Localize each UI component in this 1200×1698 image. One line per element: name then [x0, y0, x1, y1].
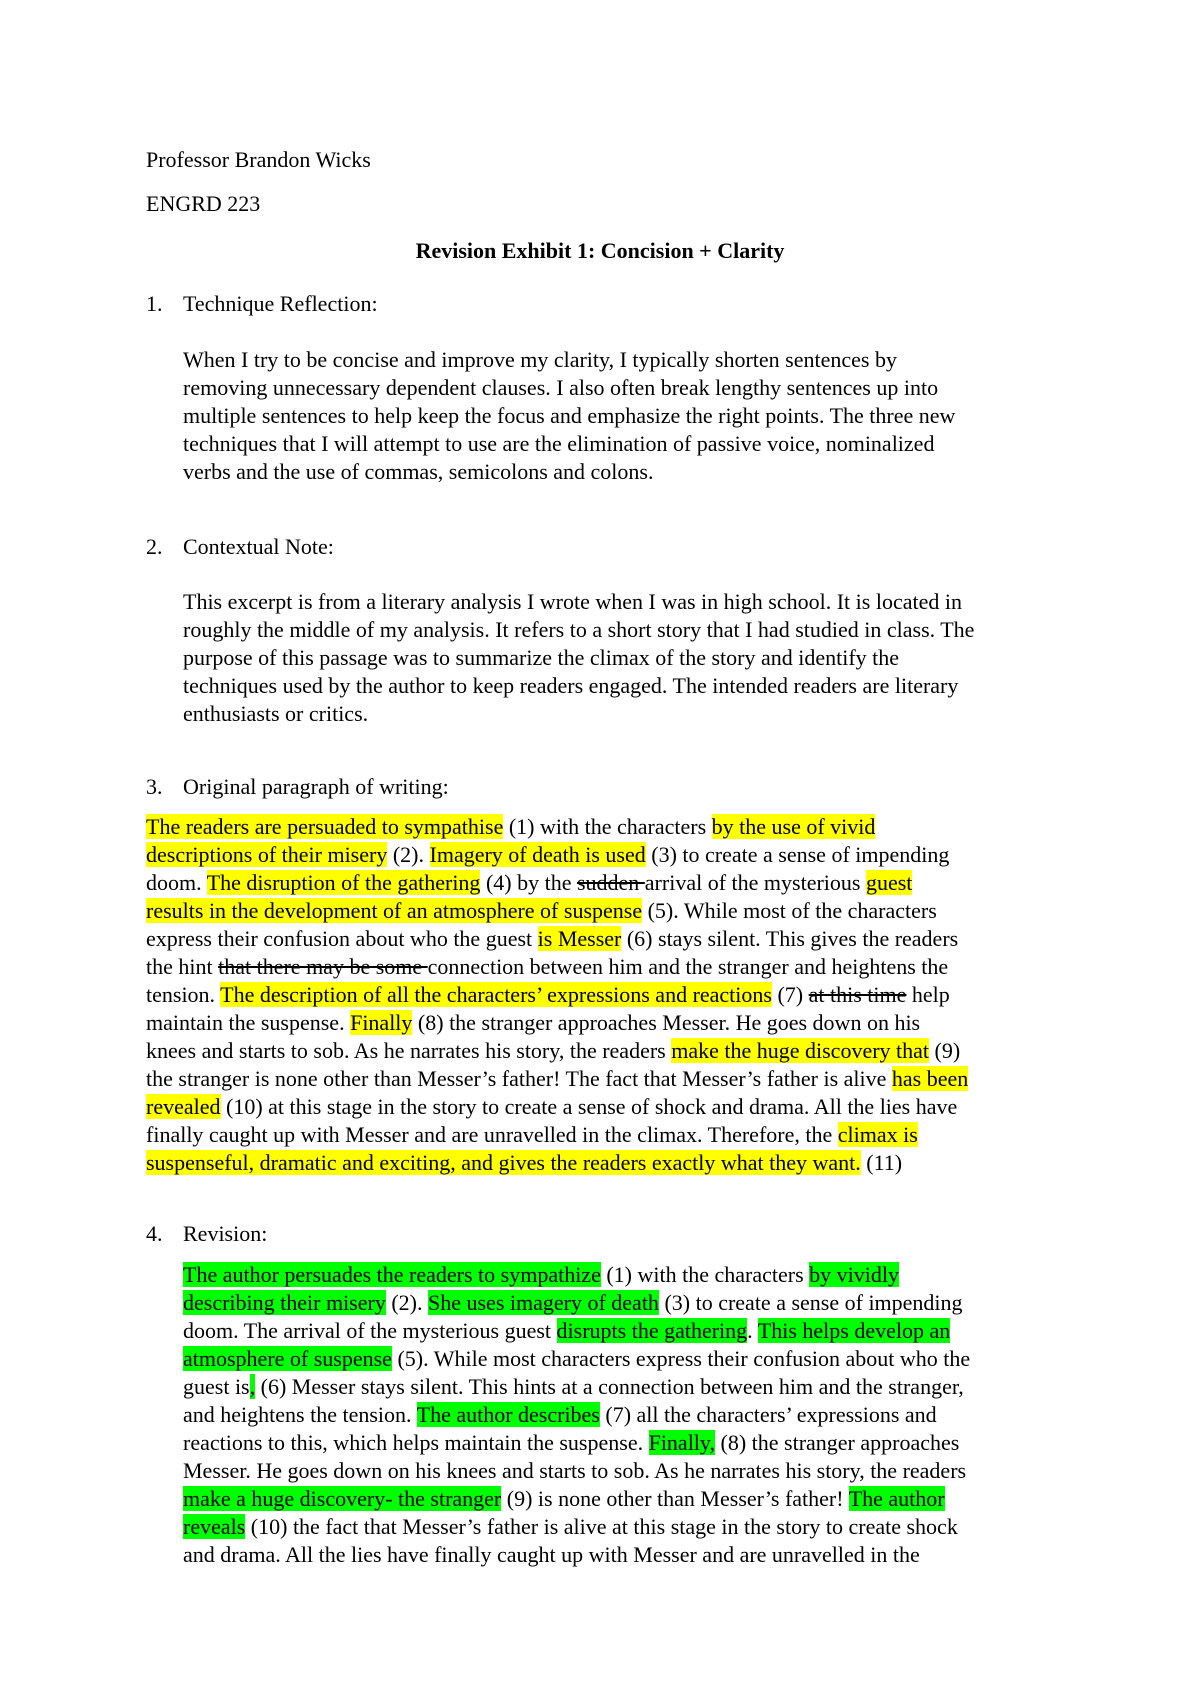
text-segment: the hint: [146, 954, 219, 979]
text-segment: (11): [860, 1150, 903, 1175]
text-line: enthusiasts or critics.: [183, 701, 369, 726]
highlighted-phrase: suspenseful, dramatic and exciting, and gives the readers exactly what they want.: [146, 1150, 861, 1175]
text-line: [146, 869, 968, 897]
highlighted-phrase: descriptions of their misery: [146, 842, 388, 867]
text-line: [146, 1009, 968, 1037]
struck-out-phrase: sudden: [576, 870, 645, 895]
highlighted-phrase: has been: [891, 1066, 969, 1091]
highlighted-phrase: by vividly: [809, 1262, 899, 1287]
section-heading-contextual-note: Contextual Note:: [183, 534, 334, 559]
text-segment: (6) Messer stays silent. This hints at a connection between him and the stranger,: [255, 1374, 964, 1399]
section-heading-technique-reflection: Technique Reflection:: [183, 291, 378, 316]
text-line: [183, 1457, 970, 1485]
highlighted-phrase: The disruption of the gathering: [206, 870, 481, 895]
highlighted-phrase: make the huge discovery that: [671, 1038, 930, 1063]
section-number: 4.: [146, 1221, 163, 1246]
text-line: [146, 1065, 968, 1093]
text-segment: doom. The arrival of the mysterious guest: [183, 1318, 557, 1343]
text-segment: (5). While most of the characters: [642, 898, 937, 923]
highlighted-phrase: The author describes: [416, 1402, 600, 1427]
revision-paragraph: [183, 1261, 970, 1569]
highlighted-phrase: Finally: [350, 1010, 413, 1035]
text-line: [146, 953, 968, 981]
text-segment: (9) is none other than Messer’s father!: [501, 1486, 849, 1511]
struck-out-phrase: that there may be some: [218, 954, 428, 979]
text-line: [183, 1541, 970, 1569]
course-code: ENGRD 223: [146, 191, 261, 216]
text-segment: (2).: [385, 1290, 428, 1315]
contextual-note-paragraph: [183, 588, 974, 728]
highlighted-phrase: by the use of vivid: [711, 814, 876, 839]
text-line: [183, 1261, 970, 1289]
text-line: [183, 1429, 970, 1457]
text-line: [146, 897, 968, 925]
text-segment: guest is: [183, 1374, 250, 1399]
text-line: [146, 981, 968, 1009]
text-segment: (1) with the characters: [600, 1262, 810, 1287]
section-number: 3.: [146, 774, 163, 799]
text-segment: (1) with the characters: [503, 814, 712, 839]
text-segment: (6) stays silent. This gives the readers: [621, 926, 959, 951]
text-line: verbs and the use of commas, semicolons and colons.: [183, 459, 654, 484]
text-line: [146, 813, 968, 841]
text-segment: (2).: [387, 842, 430, 867]
text-segment: help: [906, 982, 950, 1007]
text-line: [146, 841, 968, 869]
text-line: roughly the middle of my analysis. It refers to a short story that I had studied in class. The: [183, 617, 975, 642]
text-line: [183, 1289, 970, 1317]
original-paragraph: [146, 813, 968, 1177]
professor-name: Professor Brandon Wicks: [146, 147, 371, 172]
text-line: [146, 1093, 968, 1121]
highlighted-phrase: revealed: [146, 1094, 221, 1119]
text-segment: (8) the stranger approaches Messer. He goes down on his: [412, 1010, 921, 1035]
highlighted-phrase: atmosphere of suspense: [183, 1346, 392, 1371]
text-segment: and heightens the tension.: [183, 1402, 417, 1427]
text-line: techniques that I will attempt to use are the elimination of passive voice, nominalized: [183, 431, 935, 456]
text-segment: reactions to this, which helps maintain the suspense.: [183, 1430, 649, 1455]
text-segment: Messer. He goes down on his knees and starts to sob. As he narrates his story, the readers: [183, 1458, 967, 1483]
text-segment: (8) the stranger approaches: [715, 1430, 960, 1455]
highlighted-phrase: ,: [249, 1374, 256, 1399]
highlighted-phrase: is Messer: [537, 926, 622, 951]
text-segment: connection between him and the stranger and heightens the: [427, 954, 949, 979]
text-segment: maintain the suspense.: [146, 1010, 351, 1035]
section-heading-revision: Revision:: [183, 1221, 268, 1246]
text-line: This excerpt is from a literary analysis I wrote when I was in high school. It is located in: [183, 589, 962, 614]
struck-out-phrase: at this time: [808, 982, 907, 1007]
section-heading-original-paragraph: Original paragraph of writing:: [183, 774, 449, 799]
highlighted-phrase: Finally,: [648, 1430, 715, 1455]
text-line: [183, 1485, 970, 1513]
text-line: techniques used by the author to keep readers engaged. The intended readers are literary: [183, 673, 959, 698]
text-segment: (3) to create a sense of impending: [645, 842, 950, 867]
text-segment: finally caught up with Messer and are unravelled in the climax. Therefore, the: [146, 1122, 838, 1147]
text-line: [183, 1345, 970, 1373]
text-line: [183, 1513, 970, 1541]
text-segment: (4) by the: [480, 870, 577, 895]
highlighted-phrase: The readers are persuaded to sympathise: [146, 814, 504, 839]
text-segment: (5). While most characters express their confusion about who the: [391, 1346, 971, 1371]
highlighted-phrase: guest: [865, 870, 913, 895]
text-segment: (10) the fact that Messer’s father is alive at this stage in the story to create shock: [245, 1514, 958, 1539]
text-line: [146, 1121, 968, 1149]
text-line: [146, 1149, 968, 1177]
text-line: [183, 1317, 970, 1345]
text-line: [183, 1401, 970, 1429]
text-segment: the stranger is none other than Messer’s father! The fact that Messer’s father is alive: [146, 1066, 892, 1091]
text-segment: express their confusion about who the guest: [146, 926, 538, 951]
text-line: [146, 1037, 968, 1065]
text-line: removing unnecessary dependent clauses. I also often break lengthy sentences up into: [183, 375, 939, 400]
text-segment: doom.: [146, 870, 207, 895]
text-segment: tension.: [146, 982, 221, 1007]
highlighted-phrase: The author: [848, 1486, 945, 1511]
highlighted-phrase: She uses imagery of death: [428, 1290, 659, 1315]
highlighted-phrase: The description of all the characters’ expressions and reactions: [220, 982, 772, 1007]
text-line: [146, 925, 968, 953]
text-line: [183, 1373, 970, 1401]
text-segment: knees and starts to sob. As he narrates his story, the readers: [146, 1038, 672, 1063]
text-line: purpose of this passage was to summarize the climax of the story and identify the: [183, 645, 900, 670]
highlighted-phrase: disrupts the gathering: [556, 1318, 748, 1343]
text-segment: (10) at this stage in the story to create a sense of shock and drama. All the lies have: [220, 1094, 958, 1119]
text-segment: (7): [771, 982, 809, 1007]
section-number: 2.: [146, 534, 163, 559]
text-segment: (3) to create a sense of impending: [658, 1290, 963, 1315]
text-segment: arrival of the mysterious: [644, 870, 866, 895]
text-line: When I try to be concise and improve my clarity, I typically shorten sentences by: [183, 347, 897, 372]
highlighted-phrase: describing their misery: [183, 1290, 386, 1315]
highlighted-phrase: This helps develop an: [757, 1318, 951, 1343]
highlighted-phrase: The author persuades the readers to sympathize: [183, 1262, 601, 1287]
highlighted-phrase: Imagery of death is used: [429, 842, 646, 867]
highlighted-phrase: results in the development of an atmosphere of suspense: [146, 898, 643, 923]
highlighted-phrase: make a huge discovery- the stranger: [183, 1486, 502, 1511]
technique-reflection-paragraph: [183, 346, 955, 486]
document-title: Revision Exhibit 1: Concision + Clarity: [415, 238, 785, 263]
text-segment: .: [747, 1318, 758, 1343]
text-line: multiple sentences to help keep the focus and emphasize the right points. The three new: [183, 403, 956, 428]
section-number: 1.: [146, 291, 163, 316]
text-segment: (9): [929, 1038, 961, 1063]
highlighted-phrase: climax is: [837, 1122, 918, 1147]
highlighted-phrase: reveals: [183, 1514, 246, 1539]
text-segment: (7) all the characters’ expressions and: [599, 1402, 937, 1427]
text-segment: and drama. All the lies have finally caught up with Messer and are unravelled in the: [183, 1542, 920, 1567]
